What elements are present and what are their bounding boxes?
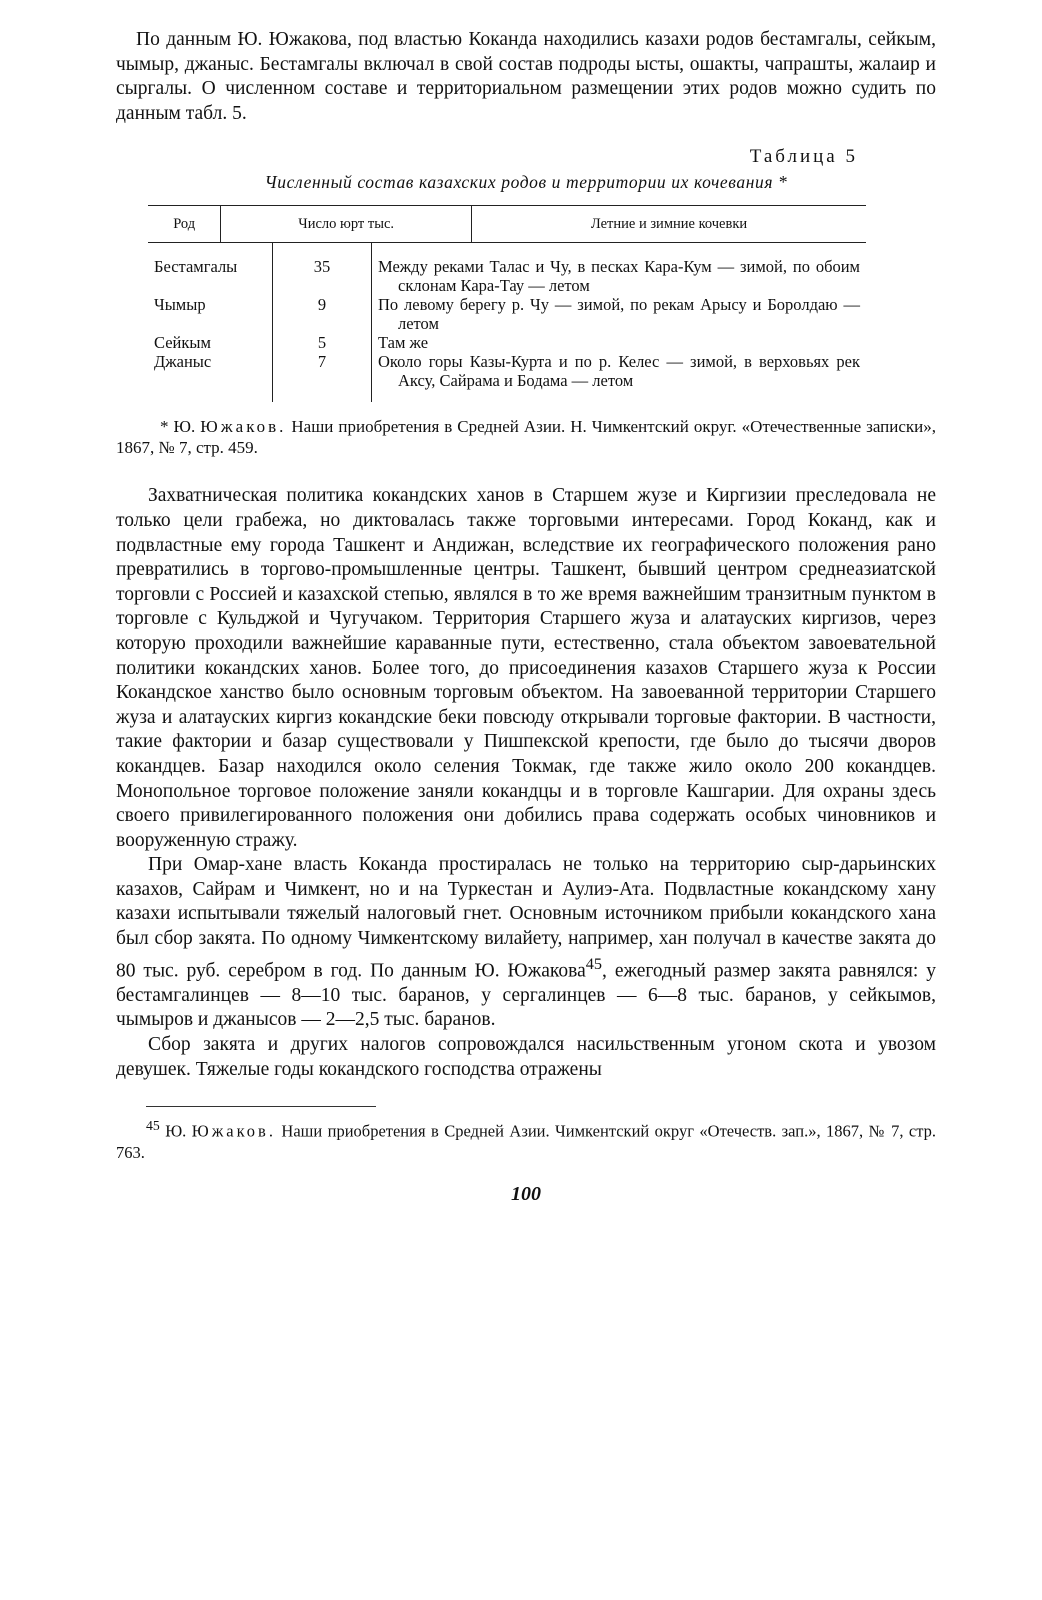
cell-yurts: 9 <box>273 295 372 333</box>
table-footnote <box>116 416 936 458</box>
footnote-text: Наши приобретения в Средней Азии. Чимкентский округ «Отечеств. зап.», 1867, № 7, стр. 763. <box>116 1121 937 1162</box>
spacer-cell <box>148 390 273 402</box>
cell-clan: Сейкым <box>154 333 211 353</box>
cell-yurts: 35 <box>273 243 372 295</box>
body-paragraph-tail: , ежегодный размер закята равнялся: у бестамгалинцев — 8—10 тыс. баранов, у сергалинцев — 6—8 тыс. баранов, у сейкымов, чымыров и джанысов — 2—2,5 тыс. баранов. <box>116 960 937 1031</box>
table-number: Таблица 5 <box>749 146 858 168</box>
cell-clan: Бестамгалы <box>154 257 238 277</box>
spacer-cell <box>372 390 867 402</box>
cell-clan: Джаныс <box>154 352 212 372</box>
table-header-row <box>148 206 866 242</box>
camps-text: Между реками Талас и Чу, в песках Кара-Кум — зимой, по обоим склонам Кара-Тау — летом <box>378 257 860 296</box>
cell-camps <box>372 295 867 333</box>
header-camps: Летние и зимние кочевки <box>590 216 748 233</box>
footnote-prefix: Ю. <box>159 1121 187 1141</box>
page-number: 100 <box>511 1182 541 1205</box>
footnote-rule <box>146 1106 376 1107</box>
cell-camps <box>372 333 867 352</box>
page-footnote <box>116 1115 936 1163</box>
footnote-author: Южаков. <box>191 1121 276 1141</box>
footnote-reference: 45 <box>585 954 603 973</box>
table-footnote-author: Южаков. <box>200 417 287 437</box>
camps-text: По левому берегу р. Чу — зимой, по рекам Арысу и Боролдаю — летом <box>378 295 860 334</box>
footnote-number: 45 <box>146 1118 160 1134</box>
body-paragraph: Сбор закята и других налогов сопровождался насильственным угоном скота и увозом девушек. Тяжелые годы кокандского господства отражены <box>116 1033 936 1080</box>
body-paragraph <box>116 853 936 1033</box>
cell-yurts: 7 <box>273 352 372 390</box>
header-clan: Род <box>173 216 196 233</box>
table-footnote-text: Наши приобретения в Средней Азии. Н. Чимкентский округ. «Отечественные записки», 1867, № 7, стр. 459. <box>116 417 936 458</box>
table-caption: Численный состав казахских родов и территории их кочевания * <box>264 172 788 193</box>
cell-camps <box>372 243 867 295</box>
table-row <box>148 333 866 352</box>
body-paragraph-text: При Омар-хане власть Коканда простиралась не только на территорию сыр-дарьинских казахов, Сайрам и Чимкент, но и на Туркестан и Аулиэ-Ата. Подвластные кокандскому хану казахи испытывали тяжелый налоговый гнет. Основным источником прибыли кокандского хана был сбор закята. По одному Чимкентскому вилайету, например, хан получал в качестве закята до 80 тыс. руб. серебром в год. По данным Ю. Южакова <box>116 854 936 982</box>
spacer-cell <box>273 390 372 402</box>
table-row <box>148 352 866 390</box>
camps-text: Около горы Казы-Курта и по р. Келес — зимой, в верховьях рек Аксу, Сайрама и Бодама — летом <box>378 352 860 391</box>
camps-text: Там же <box>378 333 429 353</box>
table-footnote-prefix: * Ю. <box>160 417 196 437</box>
header-yurts: Число юрт тыс. <box>221 206 472 242</box>
table-spacer-row <box>148 390 866 402</box>
cell-clan: Чымыр <box>154 295 206 315</box>
document-page <box>116 28 936 1206</box>
body-paragraph: Захватническая политика кокандских ханов в Старшем жузе и Киргизии преследовала не только цели грабежа, но диктовалась также торговыми интересами. Город Коканд, как и подвластные ему города Ташкент и Андижан, вследствие их географического положения рано превратились в торгово-промышленные центры. Ташкент, бывший центром среднеазиатской торговли с Россией и казахской степью, являлся в то же время важнейшим транзитным пунктом в торговле с Кульджой и Чугучаком. Территория Старшего жуза и алатауских киргизов, через которую проходили важнейшие караванные пути, естественно, стала объектом завоевательной политики кокандских ханов. Более того, до присоединения казахов Старшего жуза к России Кокандское ханство было основным торговым объектом. На завоеванной территории Старшего жуза и алатауских киргиз кокандские беки повсюду открывали торговые фактории. В частности, такие фактории и базар существовали у Пишпекской крепости, где было до тысячи дворов кокандцев. Базар находился около селения Токмак, где также жило около 200 кокандцев. Монопольное торговое положение заняли кокандцы и в торговле Кашгарии. Для охраны здесь своего привилегированного положения они добились права содержать особых чиновников и вооруженную стражу. <box>116 485 936 851</box>
clans-table <box>148 205 866 402</box>
table-row <box>148 295 866 333</box>
cell-camps <box>372 352 867 390</box>
section-gap <box>116 458 936 484</box>
cell-yurts: 5 <box>273 333 372 352</box>
intro-paragraph: По данным Ю. Южакова, под властью Коканда находились казахи родов бестамгалы, сейкым, чымыр, джаныс. Бестамгалы включал в свой состав подроды ысты, ошакты, чапрашты, жалаир и сыргалы. О численном составе и территориальном размещении этих родов можно судить по данным табл. 5. <box>116 29 936 124</box>
table-row <box>148 243 866 295</box>
